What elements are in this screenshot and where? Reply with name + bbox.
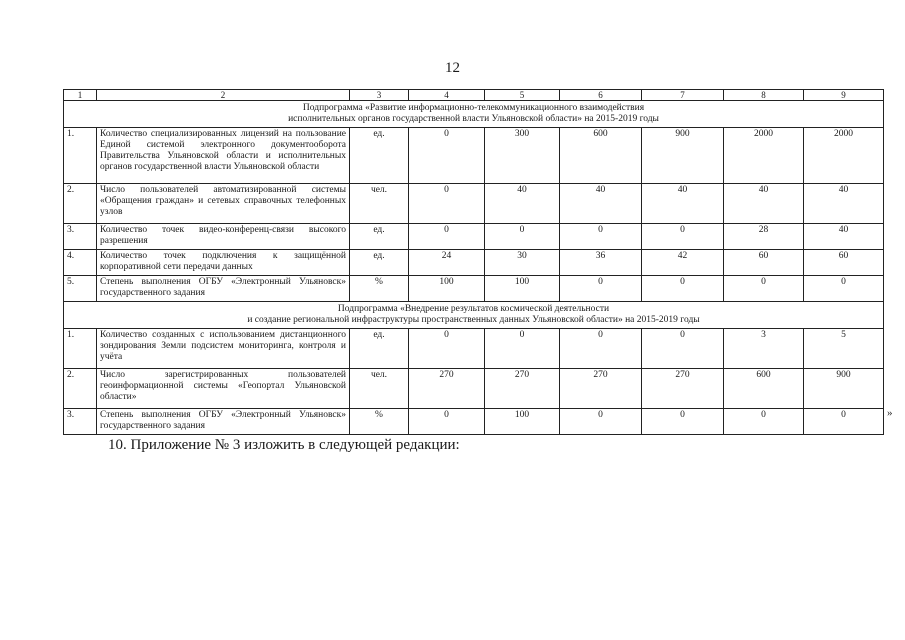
column-number: 6 xyxy=(560,90,642,101)
indicator-name: Количество точек подключения к защищённой корпоративной сети передачи данных xyxy=(97,249,350,275)
closing-quote: » xyxy=(887,407,893,419)
value-cell: 270 xyxy=(409,368,485,408)
section-header-row xyxy=(64,301,884,328)
value-cell: 0 xyxy=(804,275,884,301)
value-cell: 0 xyxy=(560,223,642,249)
value-cell: 2000 xyxy=(724,127,804,183)
table-row xyxy=(64,223,884,249)
value-cell: 0 xyxy=(560,408,642,434)
value-cell: 0 xyxy=(409,328,485,368)
value-cell: 100 xyxy=(485,408,560,434)
value-cell: 5 xyxy=(804,328,884,368)
section-title-line: и создание региональной инфраструктуры пространственных данных Ульяновской области» на 2015-2019 годы xyxy=(247,314,700,325)
value-cell: 270 xyxy=(485,368,560,408)
column-number: 3 xyxy=(350,90,409,101)
section-title-line: Подпрограмма «Развитие информационно-телекоммуникационного взаимодействия xyxy=(302,103,645,113)
value-cell: 0 xyxy=(560,328,642,368)
value-cell: 600 xyxy=(724,368,804,408)
value-cell: 3 xyxy=(724,328,804,368)
value-cell: 270 xyxy=(642,368,724,408)
row-number: 3. xyxy=(64,408,97,434)
indicator-name: Число пользователей автоматизированной системы «Обращения граждан» и сетевых справочных телефонных узлов xyxy=(97,183,350,223)
value-cell: 0 xyxy=(642,275,724,301)
value-cell: 36 xyxy=(560,249,642,275)
value-cell: 100 xyxy=(485,275,560,301)
value-cell: 24 xyxy=(409,249,485,275)
section-header-row xyxy=(64,101,884,128)
value-cell: 40 xyxy=(804,223,884,249)
indicator-name: Степень выполнения ОГБУ «Электронный Ульяновск» государственного задания xyxy=(97,275,350,301)
value-cell: 900 xyxy=(804,368,884,408)
row-number: 4. xyxy=(64,249,97,275)
row-number: 2. xyxy=(64,368,97,408)
value-cell: 0 xyxy=(560,275,642,301)
row-number: 1. xyxy=(64,328,97,368)
value-cell: 28 xyxy=(724,223,804,249)
value-cell: 0 xyxy=(409,223,485,249)
column-number: 4 xyxy=(409,90,485,101)
unit-cell: ед. xyxy=(350,328,409,368)
table-row xyxy=(64,408,884,434)
section-title-line: Подпрограмма «Внедрение результатов космической деятельности xyxy=(337,303,610,314)
table-row xyxy=(64,249,884,275)
section-title xyxy=(64,301,884,328)
row-number: 1. xyxy=(64,127,97,183)
column-number: 5 xyxy=(485,90,560,101)
unit-cell: чел. xyxy=(350,368,409,408)
indicator-name: Степень выполнения ОГБУ «Электронный Ульяновск» государственного задания xyxy=(97,408,350,434)
value-cell: 0 xyxy=(409,127,485,183)
value-cell: 40 xyxy=(642,183,724,223)
value-cell: 0 xyxy=(642,328,724,368)
value-cell: 60 xyxy=(724,249,804,275)
column-number: 8 xyxy=(724,90,804,101)
value-cell: 2000 xyxy=(804,127,884,183)
row-number: 2. xyxy=(64,183,97,223)
value-cell: 0 xyxy=(485,223,560,249)
value-cell: 0 xyxy=(724,275,804,301)
section-title-line: исполнительных органов государственной власти Ульяновской области» на 2015-2019 годы xyxy=(288,113,659,124)
table-row xyxy=(64,183,884,223)
value-cell: 0 xyxy=(724,408,804,434)
unit-cell: % xyxy=(350,408,409,434)
value-cell: 60 xyxy=(804,249,884,275)
page-number: 12 xyxy=(445,60,460,76)
value-cell: 40 xyxy=(485,183,560,223)
indicators-table xyxy=(63,89,884,435)
indicator-name: Число зарегистрированных пользователей геоинформационной системы «Геопортал Ульяновской области» xyxy=(97,368,350,408)
unit-cell: ед. xyxy=(350,249,409,275)
indicator-name: Количество созданных с использованием дистанционного зондирования Земли подсистем мониторинга, контроля и учёта xyxy=(97,328,350,368)
row-number: 3. xyxy=(64,223,97,249)
table-row xyxy=(64,275,884,301)
indicator-name: Количество специализированных лицензий на пользование Единой системой электронного документооборота Правительства Ульяновской области и исполнительных органов государственной власти Ульяновской области xyxy=(97,127,350,183)
value-cell: 600 xyxy=(560,127,642,183)
table-row xyxy=(64,328,884,368)
section-title xyxy=(64,101,884,128)
value-cell: 270 xyxy=(560,368,642,408)
value-cell: 100 xyxy=(409,275,485,301)
table-row xyxy=(64,127,884,183)
value-cell: 0 xyxy=(485,328,560,368)
row-number: 5. xyxy=(64,275,97,301)
column-number: 2 xyxy=(97,90,350,101)
value-cell: 0 xyxy=(409,183,485,223)
value-cell: 40 xyxy=(560,183,642,223)
column-number: 9 xyxy=(804,90,884,101)
value-cell: 42 xyxy=(642,249,724,275)
value-cell: 0 xyxy=(642,408,724,434)
value-cell: 30 xyxy=(485,249,560,275)
instruction-text: 10. Приложение № 3 изложить в следующей редакции: xyxy=(108,437,460,453)
value-cell: 300 xyxy=(485,127,560,183)
column-number: 1 xyxy=(64,90,97,101)
value-cell: 900 xyxy=(642,127,724,183)
value-cell: 40 xyxy=(724,183,804,223)
unit-cell: % xyxy=(350,275,409,301)
value-cell: 0 xyxy=(409,408,485,434)
column-number: 7 xyxy=(642,90,724,101)
column-number-row xyxy=(64,90,884,101)
indicator-name: Количество точек видео-конференц-связи высокого разрешения xyxy=(97,223,350,249)
unit-cell: ед. xyxy=(350,223,409,249)
table-row xyxy=(64,368,884,408)
unit-cell: ед. xyxy=(350,127,409,183)
value-cell: 0 xyxy=(642,223,724,249)
value-cell: 40 xyxy=(804,183,884,223)
value-cell: 0 xyxy=(804,408,884,434)
unit-cell: чел. xyxy=(350,183,409,223)
